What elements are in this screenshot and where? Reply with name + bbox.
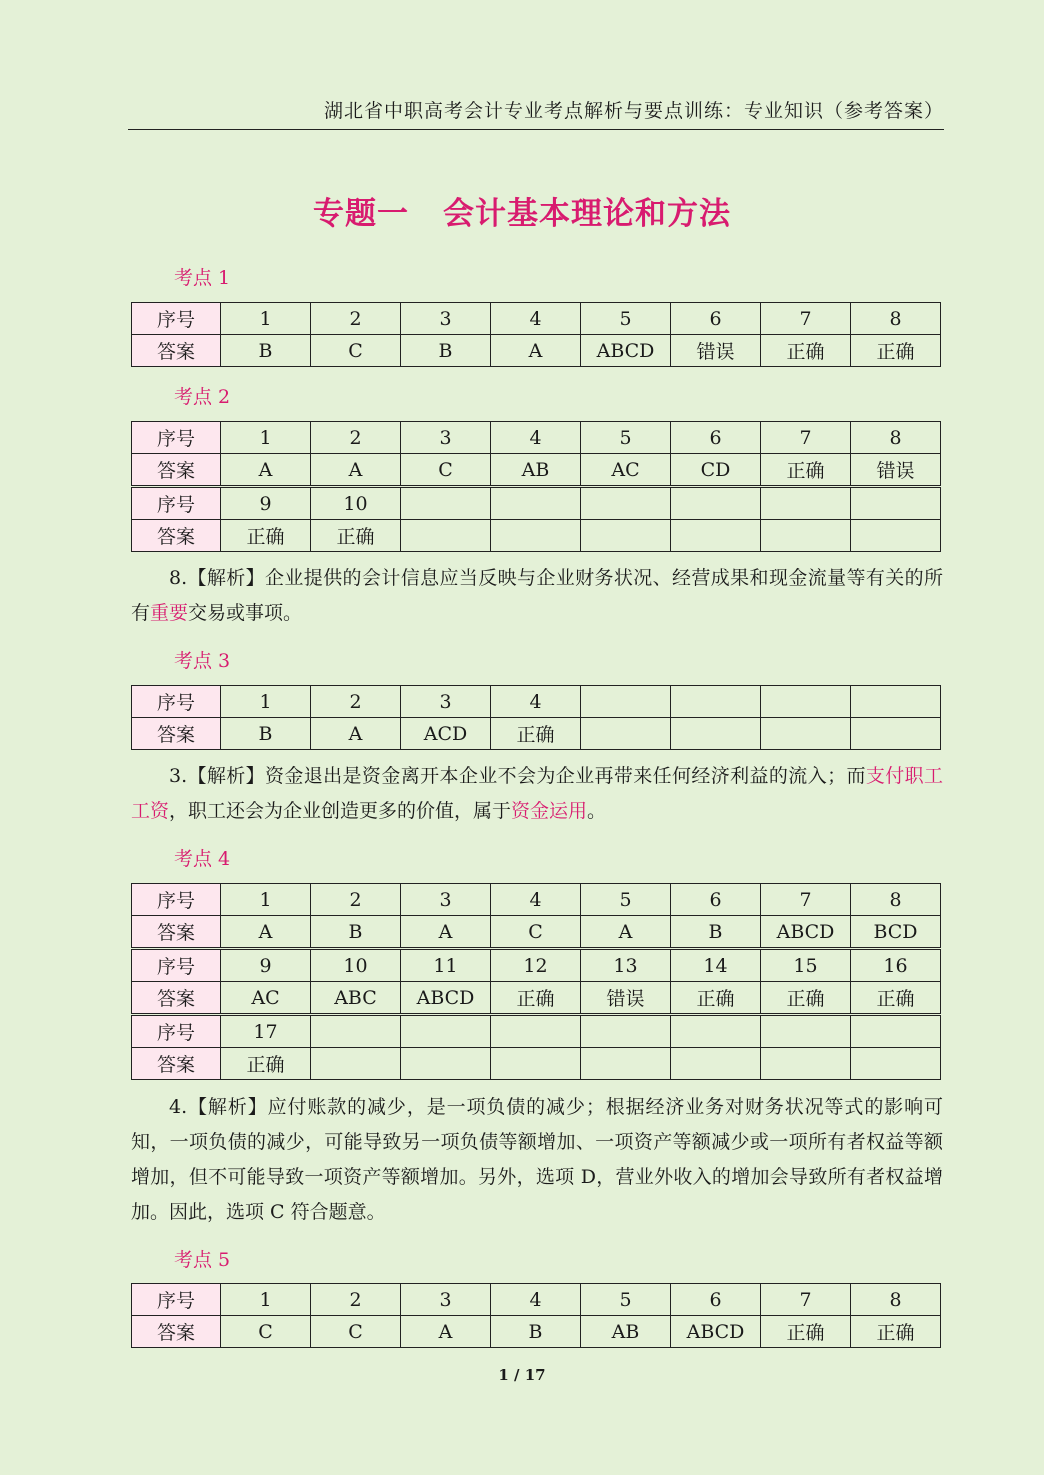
- answer-cell: A: [311, 454, 401, 487]
- question-number-cell: 4: [491, 1284, 581, 1316]
- number-row: [132, 1284, 941, 1316]
- answer-cell: ABCD: [401, 982, 491, 1015]
- answer-table-5: [131, 1283, 941, 1348]
- question-number-cell: 2: [311, 303, 401, 335]
- answer-cell: 错误: [581, 982, 671, 1015]
- answer-cell: 错误: [851, 454, 941, 487]
- answer-cell: 正确: [221, 1048, 311, 1080]
- number-row: [132, 487, 941, 520]
- question-number-cell: 4: [491, 422, 581, 454]
- number-row: [132, 422, 941, 454]
- question-number-cell: [851, 686, 941, 718]
- answer-row: [132, 1316, 941, 1348]
- seq-label: 序号: [132, 487, 221, 520]
- question-number-cell: 9: [221, 949, 311, 982]
- answer-cell: B: [671, 916, 761, 949]
- answer-cell: ABCD: [761, 916, 851, 949]
- note-text: 8.【解析】企业提供的会计信息应当反映与企业财务状况、经营成果和现金流量等有关的所有: [131, 567, 943, 624]
- question-number-cell: 3: [401, 303, 491, 335]
- answer-cell: A: [401, 916, 491, 949]
- question-number-cell: 1: [221, 303, 311, 335]
- answer-table-2: [131, 421, 941, 552]
- question-number-cell: 4: [491, 303, 581, 335]
- question-number-cell: [851, 487, 941, 520]
- number-row: [132, 884, 941, 916]
- question-number-cell: 5: [581, 303, 671, 335]
- answer-cell: 正确: [221, 520, 311, 552]
- question-number-cell: 2: [311, 422, 401, 454]
- answer-cell: [311, 1048, 401, 1080]
- chapter-title: [0, 188, 1044, 233]
- seq-label: 序号: [132, 1284, 221, 1316]
- answer-row: [132, 454, 941, 487]
- answer-cell: C: [311, 335, 401, 367]
- question-number-cell: 3: [401, 884, 491, 916]
- highlighted-term: 重要: [150, 602, 189, 624]
- note-text: 4.【解析】应付账款的减少，是一项负债的减少；根据经济业务对财务状况等式的影响可知，一项负债的减少，可能导致另一项负债等额增加、一项资产等额减少或一项所有者权益等额增加，但不可能导致一项资产等额增加。另外，选项 D，营业外收入的增加会导致所有者权益增加。因此，选项 C 符合题意。: [131, 1096, 943, 1223]
- question-number-cell: 1: [221, 1284, 311, 1316]
- question-number-cell: [311, 1015, 401, 1048]
- answer-cell: BCD: [851, 916, 941, 949]
- number-row: [132, 303, 941, 335]
- answer-cell: [851, 718, 941, 750]
- question-number-cell: [761, 686, 851, 718]
- answer-cell: A: [221, 916, 311, 949]
- highlighted-term: 支付职工工资: [131, 765, 943, 822]
- question-number-cell: 1: [221, 686, 311, 718]
- question-number-cell: 1: [221, 422, 311, 454]
- page-number: 1 / 17: [498, 1366, 546, 1384]
- question-number-cell: 7: [761, 884, 851, 916]
- question-number-cell: 8: [851, 884, 941, 916]
- answer-cell: 正确: [851, 1316, 941, 1348]
- question-number-cell: [491, 1015, 581, 1048]
- answer-cell: C: [491, 916, 581, 949]
- question-number-cell: [671, 1015, 761, 1048]
- answer-cell: 正确: [851, 335, 941, 367]
- answer-row: [132, 335, 941, 367]
- question-number-cell: 8: [851, 1284, 941, 1316]
- answer-cell: C: [311, 1316, 401, 1348]
- answer-cell: AC: [221, 982, 311, 1015]
- answer-cell: AB: [581, 1316, 671, 1348]
- question-number-cell: 14: [671, 949, 761, 982]
- answer-cell: A: [221, 454, 311, 487]
- answer-cell: 正确: [851, 982, 941, 1015]
- answer-row: [132, 1048, 941, 1080]
- question-number-cell: 8: [851, 422, 941, 454]
- answer-label: 答案: [132, 454, 221, 487]
- question-number-cell: 5: [581, 422, 671, 454]
- answer-cell: AB: [491, 454, 581, 487]
- answer-cell: 正确: [761, 335, 851, 367]
- question-number-cell: [761, 1015, 851, 1048]
- answer-cell: CD: [671, 454, 761, 487]
- question-number-cell: 15: [761, 949, 851, 982]
- analysis-note-3: [131, 759, 943, 829]
- question-number-cell: 3: [401, 1284, 491, 1316]
- answer-label: 答案: [132, 718, 221, 750]
- highlighted-term: 资金运用: [511, 800, 588, 822]
- answer-cell: [581, 718, 671, 750]
- seq-label: 序号: [132, 303, 221, 335]
- answer-cell: B: [491, 1316, 581, 1348]
- seq-label: 序号: [132, 686, 221, 718]
- answer-cell: [761, 520, 851, 552]
- question-number-cell: 6: [671, 422, 761, 454]
- answer-cell: ACD: [401, 718, 491, 750]
- question-number-cell: [401, 1015, 491, 1048]
- question-number-cell: [671, 686, 761, 718]
- answer-cell: B: [221, 718, 311, 750]
- answer-cell: [491, 1048, 581, 1080]
- question-number-cell: [581, 1015, 671, 1048]
- section-heading-4: 考点 4: [174, 848, 231, 870]
- seq-label: 序号: [132, 1015, 221, 1048]
- answer-cell: A: [401, 1316, 491, 1348]
- answer-cell: [671, 520, 761, 552]
- answer-row: [132, 718, 941, 750]
- answer-cell: B: [221, 335, 311, 367]
- question-number-cell: [581, 487, 671, 520]
- question-number-cell: 5: [581, 884, 671, 916]
- note-text: 3.【解析】资金退出是资金离开本企业不会为企业再带来任何经济利益的流入；而: [169, 765, 866, 787]
- analysis-note-2: [131, 561, 943, 631]
- answer-cell: ABCD: [671, 1316, 761, 1348]
- answer-cell: ABCD: [581, 335, 671, 367]
- answer-label: 答案: [132, 916, 221, 949]
- answer-cell: ABC: [311, 982, 401, 1015]
- number-row: [132, 686, 941, 718]
- answer-cell: C: [401, 454, 491, 487]
- answer-cell: [671, 718, 761, 750]
- chapter-title-part2: 会计基本理论和方法: [443, 196, 731, 232]
- seq-label: 序号: [132, 422, 221, 454]
- answer-cell: B: [311, 916, 401, 949]
- answer-cell: 正确: [311, 520, 401, 552]
- answer-label: 答案: [132, 335, 221, 367]
- question-number-cell: 9: [221, 487, 311, 520]
- note-text: 交易或事项。: [188, 602, 303, 624]
- answer-label: 答案: [132, 1316, 221, 1348]
- question-number-cell: [851, 1015, 941, 1048]
- question-number-cell: 8: [851, 303, 941, 335]
- question-number-cell: 13: [581, 949, 671, 982]
- answer-cell: [401, 1048, 491, 1080]
- answer-label: 答案: [132, 982, 221, 1015]
- answer-cell: AC: [581, 454, 671, 487]
- question-number-cell: 3: [401, 422, 491, 454]
- answer-label: 答案: [132, 520, 221, 552]
- answer-cell: A: [311, 718, 401, 750]
- answer-table-1: [131, 302, 941, 367]
- answer-cell: C: [221, 1316, 311, 1348]
- answer-cell: [491, 520, 581, 552]
- analysis-note-4: [131, 1090, 943, 1230]
- question-number-cell: 5: [581, 1284, 671, 1316]
- answer-cell: [761, 1048, 851, 1080]
- answer-table-4: [131, 883, 941, 1080]
- question-number-cell: 6: [671, 884, 761, 916]
- question-number-cell: 2: [311, 1284, 401, 1316]
- question-number-cell: [581, 686, 671, 718]
- question-number-cell: 3: [401, 686, 491, 718]
- question-number-cell: 6: [671, 303, 761, 335]
- question-number-cell: 4: [491, 686, 581, 718]
- section-heading-1: 考点 1: [174, 267, 231, 289]
- section-heading-3: 考点 3: [174, 650, 231, 672]
- answer-cell: [851, 1048, 941, 1080]
- note-text: 。: [587, 800, 607, 822]
- number-row: [132, 949, 941, 982]
- question-number-cell: 7: [761, 422, 851, 454]
- answer-cell: 正确: [761, 1316, 851, 1348]
- seq-label: 序号: [132, 949, 221, 982]
- question-number-cell: 16: [851, 949, 941, 982]
- note-text: ，职工还会为企业创造更多的价值，属于: [169, 800, 512, 822]
- answer-row: [132, 916, 941, 949]
- answer-cell: [581, 520, 671, 552]
- answer-cell: 正确: [491, 982, 581, 1015]
- running-header: 湖北省中职高考会计专业考点解析与要点训练：专业知识（参考答案）: [128, 96, 944, 130]
- answer-cell: 正确: [491, 718, 581, 750]
- answer-cell: [671, 1048, 761, 1080]
- answer-cell: 正确: [761, 454, 851, 487]
- answer-table-3: [131, 685, 941, 750]
- question-number-cell: 12: [491, 949, 581, 982]
- section-heading-5: 考点 5: [174, 1249, 231, 1271]
- question-number-cell: 4: [491, 884, 581, 916]
- answer-cell: A: [491, 335, 581, 367]
- answer-cell: 正确: [671, 982, 761, 1015]
- answer-cell: [401, 520, 491, 552]
- section-heading-2: 考点 2: [174, 386, 231, 408]
- answer-cell: 错误: [671, 335, 761, 367]
- question-number-cell: 17: [221, 1015, 311, 1048]
- seq-label: 序号: [132, 884, 221, 916]
- question-number-cell: 10: [311, 949, 401, 982]
- answer-cell: 正确: [761, 982, 851, 1015]
- answer-cell: [581, 1048, 671, 1080]
- chapter-title-part1: 专题一: [313, 196, 409, 232]
- question-number-cell: [671, 487, 761, 520]
- answer-label: 答案: [132, 1048, 221, 1080]
- question-number-cell: 2: [311, 884, 401, 916]
- question-number-cell: 2: [311, 686, 401, 718]
- question-number-cell: 6: [671, 1284, 761, 1316]
- question-number-cell: 1: [221, 884, 311, 916]
- question-number-cell: 10: [311, 487, 401, 520]
- answer-cell: [761, 718, 851, 750]
- answer-cell: A: [581, 916, 671, 949]
- answer-row: [132, 520, 941, 552]
- answer-cell: B: [401, 335, 491, 367]
- number-row: [132, 1015, 941, 1048]
- question-number-cell: 11: [401, 949, 491, 982]
- question-number-cell: 7: [761, 1284, 851, 1316]
- question-number-cell: [491, 487, 581, 520]
- answer-row: [132, 982, 941, 1015]
- question-number-cell: [401, 487, 491, 520]
- question-number-cell: 7: [761, 303, 851, 335]
- question-number-cell: [761, 487, 851, 520]
- answer-cell: [851, 520, 941, 552]
